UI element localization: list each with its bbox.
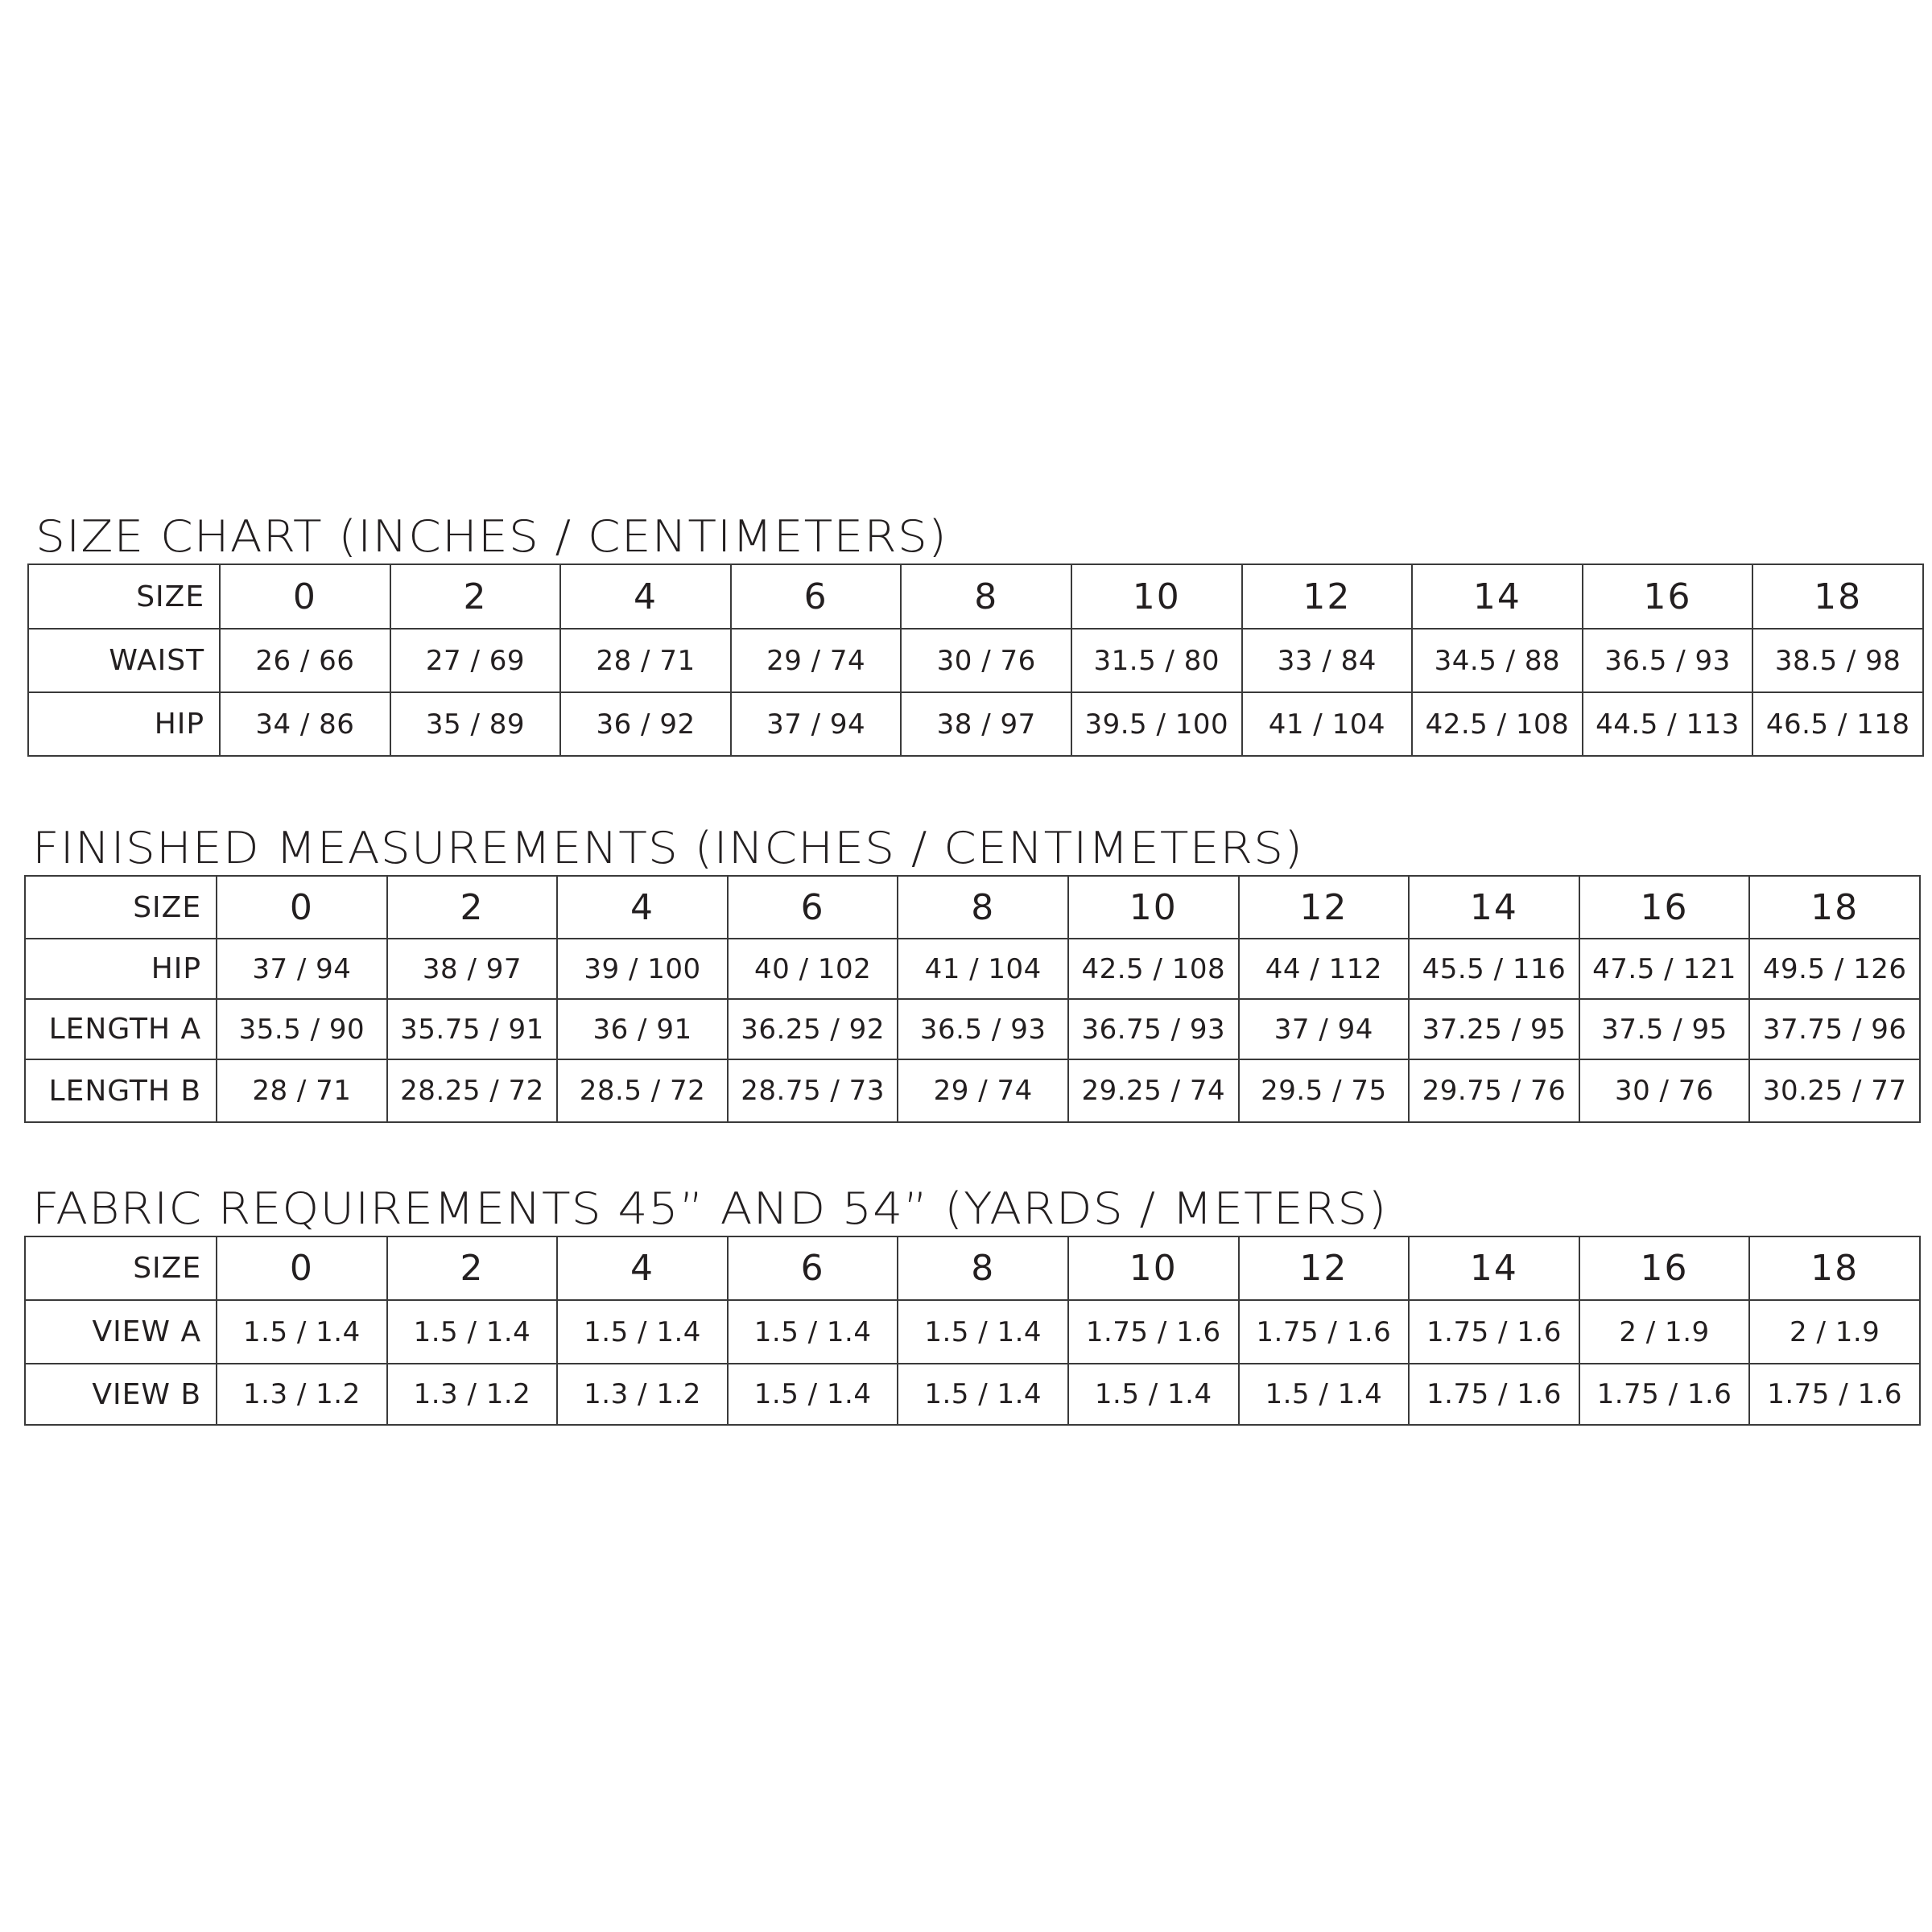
table-cell: 36 / 92	[560, 692, 731, 756]
table-cell: 44.5 / 113	[1583, 692, 1753, 756]
table-cell: 1.5 / 1.4	[387, 1300, 558, 1364]
size-header-cell: 18	[1749, 876, 1920, 939]
size-header-cell: 0	[220, 564, 390, 629]
size-header-cell: 2	[390, 564, 561, 629]
table-cell: 37 / 94	[1239, 999, 1410, 1059]
size-header-cell: 0	[217, 876, 387, 939]
table-cell: 1.75 / 1.6	[1409, 1300, 1579, 1364]
table-header-row	[25, 1236, 1920, 1300]
row-label: LENGTH A	[25, 999, 217, 1059]
table-cell: 31.5 / 80	[1071, 629, 1242, 692]
row-label: VIEW A	[25, 1300, 217, 1364]
finished-measurements-table	[24, 875, 1921, 1123]
table-cell: 34 / 86	[220, 692, 390, 756]
finished-measurements-section	[24, 823, 1921, 1133]
size-header-cell: 4	[560, 564, 731, 629]
table-cell: 1.75 / 1.6	[1068, 1300, 1239, 1364]
table-cell: 36 / 91	[557, 999, 728, 1059]
size-header-cell: 8	[898, 876, 1068, 939]
table-cell: 45.5 / 116	[1409, 939, 1579, 999]
table-cell: 1.75 / 1.6	[1409, 1364, 1579, 1425]
size-header-cell: 18	[1749, 1236, 1920, 1300]
table-cell: 1.5 / 1.4	[728, 1364, 898, 1425]
table-cell: 28 / 71	[217, 1059, 387, 1122]
row-label: WAIST	[28, 629, 220, 692]
row-label: HIP	[28, 692, 220, 756]
table-cell: 37.5 / 95	[1579, 999, 1750, 1059]
row-label: VIEW B	[25, 1364, 217, 1425]
table-cell: 26 / 66	[220, 629, 390, 692]
table-cell: 1.5 / 1.4	[898, 1300, 1068, 1364]
row-label: SIZE	[25, 876, 217, 939]
table-cell: 30 / 76	[1579, 1059, 1750, 1122]
size-header-cell: 12	[1239, 876, 1410, 939]
table-row	[25, 1300, 1920, 1364]
size-header-cell: 2	[387, 876, 558, 939]
finished-measurements-title: FINISHED MEASUREMENTS (INCHES / CENTIMETERS)	[32, 823, 1304, 873]
size-header-cell: 10	[1068, 876, 1239, 939]
table-cell: 28.25 / 72	[387, 1059, 558, 1122]
size-chart-title: SIZE CHART (INCHES / CENTIMETERS)	[35, 511, 947, 562]
row-label: SIZE	[25, 1236, 217, 1300]
table-cell: 36.75 / 93	[1068, 999, 1239, 1059]
table-cell: 42.5 / 108	[1412, 692, 1583, 756]
size-header-cell: 4	[557, 1236, 728, 1300]
table-cell: 1.75 / 1.6	[1579, 1364, 1750, 1425]
table-cell: 1.3 / 1.2	[217, 1364, 387, 1425]
table-cell: 28 / 71	[560, 629, 731, 692]
table-cell: 37 / 94	[217, 939, 387, 999]
table-row	[25, 939, 1920, 999]
table-cell: 38 / 97	[901, 692, 1071, 756]
size-header-cell: 4	[557, 876, 728, 939]
table-cell: 47.5 / 121	[1579, 939, 1750, 999]
table-cell: 38.5 / 98	[1752, 629, 1923, 692]
table-header-row	[28, 564, 1923, 629]
table-cell: 1.3 / 1.2	[387, 1364, 558, 1425]
table-cell: 40 / 102	[728, 939, 898, 999]
table-cell: 30 / 76	[901, 629, 1071, 692]
table-cell: 1.5 / 1.4	[1068, 1364, 1239, 1425]
table-cell: 1.3 / 1.2	[557, 1364, 728, 1425]
table-cell: 36.5 / 93	[1583, 629, 1753, 692]
table-cell: 44 / 112	[1239, 939, 1410, 999]
table-row	[25, 1059, 1920, 1122]
table-cell: 35 / 89	[390, 692, 561, 756]
table-cell: 36.5 / 93	[898, 999, 1068, 1059]
row-label: LENGTH B	[25, 1059, 217, 1122]
fabric-requirements-title: FABRIC REQUIREMENTS 45” AND 54” (YARDS / METERS)	[32, 1183, 1388, 1234]
table-cell: 34.5 / 88	[1412, 629, 1583, 692]
table-cell: 35.5 / 90	[217, 999, 387, 1059]
size-header-cell: 16	[1579, 1236, 1750, 1300]
size-header-cell: 16	[1579, 876, 1750, 939]
size-header-cell: 12	[1239, 1236, 1410, 1300]
table-cell: 29.25 / 74	[1068, 1059, 1239, 1122]
table-cell: 1.5 / 1.4	[1239, 1364, 1410, 1425]
size-header-cell: 10	[1068, 1236, 1239, 1300]
table-cell: 1.5 / 1.4	[557, 1300, 728, 1364]
size-header-cell: 2	[387, 1236, 558, 1300]
table-cell: 30.25 / 77	[1749, 1059, 1920, 1122]
table-cell: 1.75 / 1.6	[1239, 1300, 1410, 1364]
table-cell: 37 / 94	[731, 692, 902, 756]
size-header-cell: 14	[1412, 564, 1583, 629]
table-cell: 39.5 / 100	[1071, 692, 1242, 756]
table-row	[28, 629, 1923, 692]
fabric-requirements-table	[24, 1236, 1921, 1426]
table-cell: 35.75 / 91	[387, 999, 558, 1059]
size-header-cell: 8	[901, 564, 1071, 629]
row-label: SIZE	[28, 564, 220, 629]
size-header-cell: 6	[728, 1236, 898, 1300]
table-cell: 2 / 1.9	[1749, 1300, 1920, 1364]
size-header-cell: 18	[1752, 564, 1923, 629]
fabric-requirements-section	[24, 1183, 1921, 1429]
table-cell: 28.5 / 72	[557, 1059, 728, 1122]
size-header-cell: 14	[1409, 1236, 1579, 1300]
table-cell: 1.75 / 1.6	[1749, 1364, 1920, 1425]
size-chart-table	[27, 564, 1924, 757]
size-header-cell: 10	[1071, 564, 1242, 629]
size-header-cell: 12	[1242, 564, 1413, 629]
table-cell: 41 / 104	[1242, 692, 1413, 756]
table-cell: 33 / 84	[1242, 629, 1413, 692]
table-row	[25, 1364, 1920, 1425]
row-label: HIP	[25, 939, 217, 999]
table-cell: 1.5 / 1.4	[217, 1300, 387, 1364]
table-cell: 29.5 / 75	[1239, 1059, 1410, 1122]
size-chart-section	[27, 511, 1924, 757]
size-header-cell: 6	[731, 564, 902, 629]
table-cell: 41 / 104	[898, 939, 1068, 999]
table-cell: 29.75 / 76	[1409, 1059, 1579, 1122]
size-header-cell: 0	[217, 1236, 387, 1300]
table-cell: 37.25 / 95	[1409, 999, 1579, 1059]
table-cell: 37.75 / 96	[1749, 999, 1920, 1059]
table-cell: 38 / 97	[387, 939, 558, 999]
table-header-row	[25, 876, 1920, 939]
table-cell: 29 / 74	[731, 629, 902, 692]
table-cell: 1.5 / 1.4	[898, 1364, 1068, 1425]
table-cell: 42.5 / 108	[1068, 939, 1239, 999]
size-header-cell: 14	[1409, 876, 1579, 939]
table-cell: 1.5 / 1.4	[728, 1300, 898, 1364]
table-row	[25, 999, 1920, 1059]
table-cell: 36.25 / 92	[728, 999, 898, 1059]
table-cell: 46.5 / 118	[1752, 692, 1923, 756]
size-header-cell: 8	[898, 1236, 1068, 1300]
table-cell: 49.5 / 126	[1749, 939, 1920, 999]
table-cell: 29 / 74	[898, 1059, 1068, 1122]
table-row	[28, 692, 1923, 756]
size-header-cell: 6	[728, 876, 898, 939]
table-cell: 28.75 / 73	[728, 1059, 898, 1122]
table-cell: 39 / 100	[557, 939, 728, 999]
size-header-cell: 16	[1583, 564, 1753, 629]
table-cell: 2 / 1.9	[1579, 1300, 1750, 1364]
table-cell: 27 / 69	[390, 629, 561, 692]
